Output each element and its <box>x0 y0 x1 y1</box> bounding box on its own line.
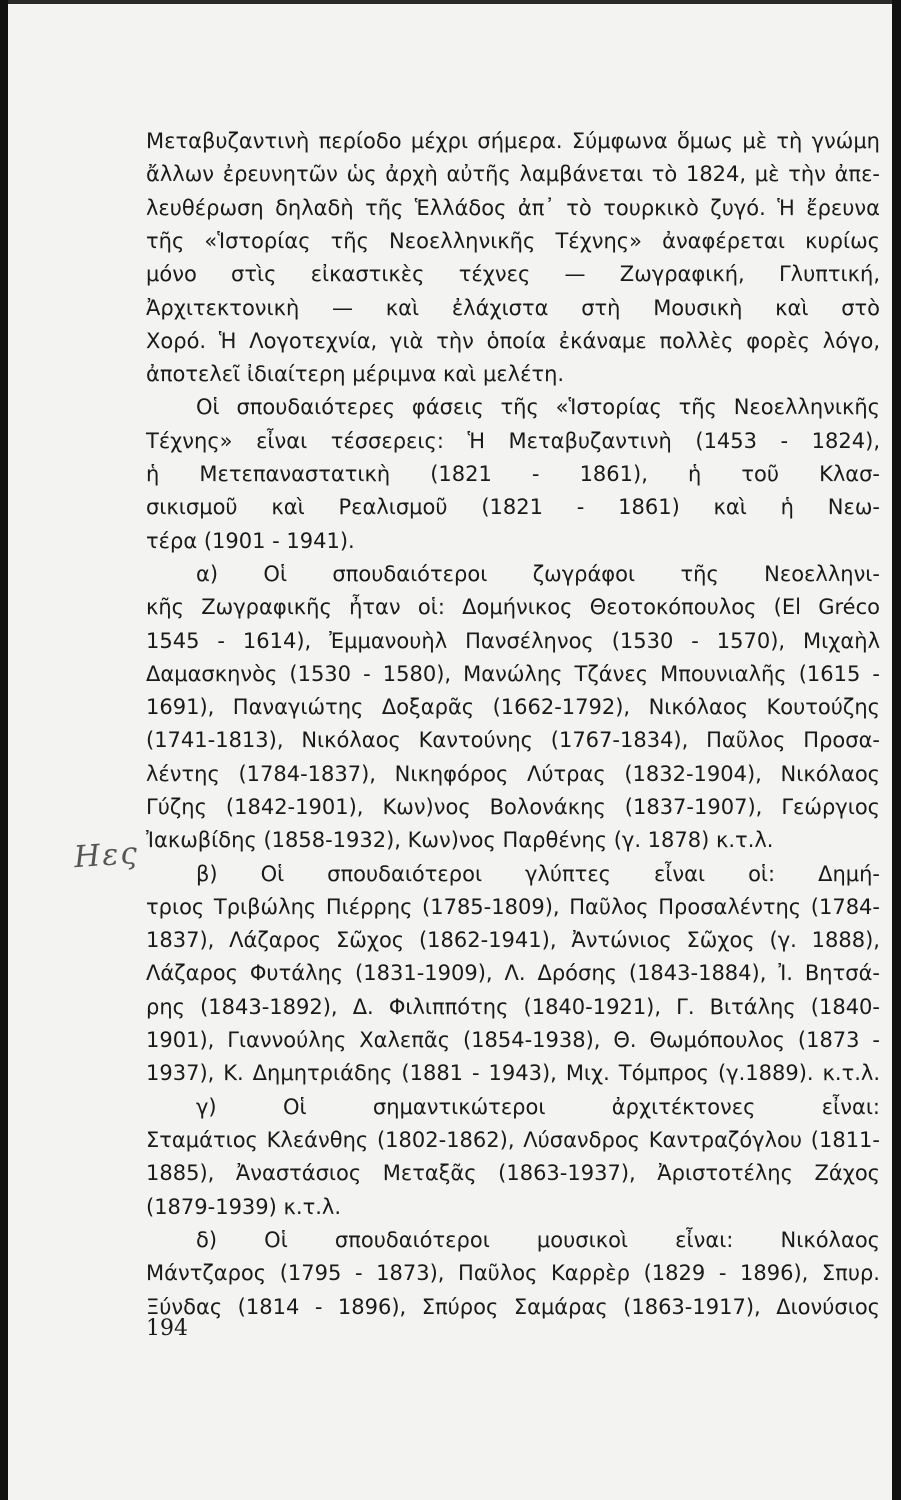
text-line: Ξύνδας (1814 - 1896), Σπύρος Σαμάρας (1863-1917), Διονύσιος <box>146 1295 880 1319</box>
scan-border-right <box>892 0 901 1500</box>
scan-border-left <box>0 0 8 1500</box>
text-line: τέρα (1901 - 1941). <box>146 529 355 553</box>
text-line: 1837), Λάζαρος Σῶχος (1862-1941), Ἀντώνιος Σῶχος (γ. 1888), <box>146 928 880 952</box>
page-number: 194 <box>146 1316 188 1341</box>
text-line: Τέχνης» εἶναι τέσσερεις: Ἡ Μεταβυζαντινὴ (1453 - 1824), <box>146 429 880 453</box>
text-line: β) Οἱ σπουδαιότεροι γλύπτες εἶναι οἱ: Δημή- <box>196 862 880 886</box>
text-line: 1545 - 1614), Ἐμμανουὴλ Πανσέληνος (1530 - 1570), Μιχαὴλ <box>146 629 880 653</box>
text-line: Μεταβυζαντινὴ περίοδο μέχρι σήμερα. Σύμφωνα ὅμως μὲ τὴ γνώμη <box>146 129 880 153</box>
text-line: (1741-1813), Νικόλαος Καντούνης (1767-1834), Παῦλος Προσα- <box>146 728 880 752</box>
text-line: 1901), Γιαννούλης Χαλεπᾶς (1854-1938), Θ. Θωμόπουλος (1873 - <box>146 1028 880 1052</box>
text-line: ἄλλων ἐρευνητῶν ὡς ἀρχὴ αὐτῆς λαμβάνεται τὸ 1824, μὲ τὴν ἀπε- <box>146 162 880 186</box>
text-line: ρης (1843-1892), Δ. Φιλιππότης (1840-1921), Γ. Βιτάλης (1840- <box>146 995 880 1019</box>
handwritten-margin-note: Ηες <box>72 835 141 876</box>
text-line: ἡ Μετεπαναστατικὴ (1821 - 1861), ἡ τοῦ Κλασ- <box>146 462 880 486</box>
text-line: τριος Τριβώλης Πιέρρης (1785-1809), Παῦλος Προσαλέντης (1784- <box>146 895 880 919</box>
text-line: Μάντζαρος (1795 - 1873), Παῦλος Καρρὲρ (1829 - 1896), Σπυρ. <box>146 1261 880 1285</box>
text-line: Δαμασκηνὸς (1530 - 1580), Μανώλης Τζάνες Μπουνιαλῆς (1615 - <box>146 662 880 686</box>
text-line: 1937), Κ. Δημητριάδης (1881 - 1943), Μιχ. Τόμπρος (γ.1889). κ.τ.λ. <box>146 1061 880 1085</box>
text-line: 1885), Ἀναστάσιος Μεταξᾶς (1863-1937), Ἀριστοτέλης Ζάχος <box>146 1161 880 1185</box>
text-line: κῆς Ζωγραφικῆς ἦταν οἱ: Δομήνικος Θεοτοκόπουλος (El Gréco <box>146 595 880 619</box>
text-line: Ἰακωβίδης (1858-1932), Κων)νος Παρθένης (γ. 1878) κ.τ.λ. <box>146 828 774 852</box>
text-line: α) Οἱ σπουδαιότεροι ζωγράφοι τῆς Νεοελληνι- <box>196 562 880 586</box>
text-line: Χορό. Ἡ Λογοτεχνία, γιὰ τὴν ὁποία ἐκάναμε πολλὲς φορὲς λόγο, <box>146 329 880 353</box>
text-line: γ) Οἱ σημαντικώτεροι ἀρχιτέκτονες εἶναι: <box>196 1095 880 1119</box>
text-line: Σταμάτιος Κλεάνθης (1802-1862), Λύσανδρος Καντραζόγλου (1811- <box>146 1128 880 1152</box>
text-line: δ) Οἱ σπουδαιότεροι μουσικοὶ εἶναι: Νικόλαος <box>196 1228 880 1252</box>
text-line: Οἱ σπουδαιότερες φάσεις τῆς «Ἱστορίας τῆς Νεοελληνικῆς <box>196 395 880 419</box>
text-line: σικισμοῦ καὶ Ρεαλισμοῦ (1821 - 1861) καὶ ἡ Νεω- <box>146 495 880 519</box>
text-line: τῆς «Ἱστορίας τῆς Νεοελληνικῆς Τέχνης» ἀναφέρεται κυρίως <box>146 229 880 253</box>
text-line: Γύζης (1842-1901), Κων)νος Βολονάκης (1837-1907), Γεώργιος <box>146 795 880 819</box>
text-line: (1879-1939) κ.τ.λ. <box>146 1195 341 1219</box>
text-line: λέντης (1784-1837), Νικηφόρος Λύτρας (1832-1904), Νικόλαος <box>146 762 880 786</box>
text-line: Ἀρχιτεκτονικὴ — καὶ ἐλάχιστα στὴ Μουσικὴ καὶ στὸ <box>146 296 880 320</box>
text-line: 1691), Παναγιώτης Δοξαρᾶς (1662-1792), Νικόλαος Κουτούζης <box>146 695 880 719</box>
text-line: μόνο στὶς εἰκαστικὲς τέχνες — Ζωγραφική, Γλυπτική, <box>146 262 880 286</box>
text-line: λευθέρωση δηλαδὴ τῆς Ἑλλάδος ἀπ᾽ τὸ τουρκικὸ ζυγό. Ἡ ἔρευνα <box>146 196 880 220</box>
text-line: Λάζαρος Φυτάλης (1831-1909), Λ. Δρόσης (1843-1884), Ἰ. Βητσά- <box>146 961 880 985</box>
scan-border-top <box>0 0 901 4</box>
text-line: ἀποτελεῖ ἰδιαίτερη μέριμνα καὶ μελέτη. <box>146 362 565 386</box>
